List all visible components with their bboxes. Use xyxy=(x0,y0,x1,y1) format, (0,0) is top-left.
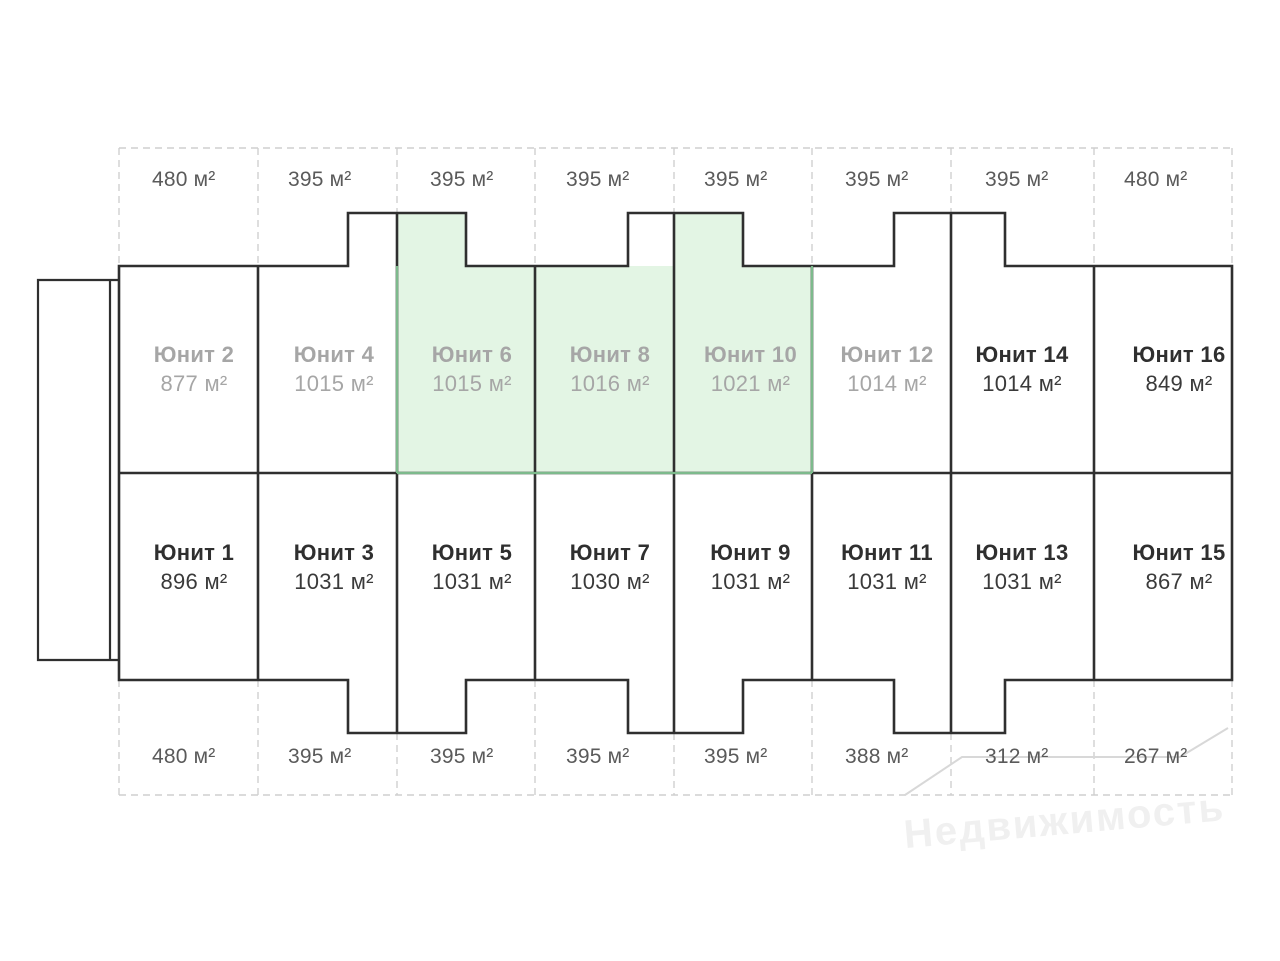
plot-area-top-2: 395 м² xyxy=(288,168,352,191)
plot-area-bottom-6: 388 м² xyxy=(845,745,909,768)
unit-label: Юнит 2 xyxy=(153,342,235,367)
unit-area: 1015 м² xyxy=(294,371,374,397)
unit-area: 1030 м² xyxy=(570,569,650,595)
unit-area: 896 м² xyxy=(160,569,228,595)
unit-cell-юнит-11[interactable] xyxy=(812,538,962,596)
plot-area-top-6: 395 м² xyxy=(845,168,909,191)
unit-label: Юнит 4 xyxy=(293,342,375,367)
unit-area: 1014 м² xyxy=(847,371,927,397)
unit-label: Юнит 3 xyxy=(293,540,375,565)
unit-area: 1015 м² xyxy=(432,371,512,397)
plot-area-bottom-4: 395 м² xyxy=(566,745,630,768)
unit-cell-юнит-12[interactable] xyxy=(812,340,962,398)
plot-area-top-5: 395 м² xyxy=(704,168,768,191)
plot-area-bottom-7: 312 м² xyxy=(985,745,1049,768)
unit-cell-юнит-9[interactable] xyxy=(673,538,828,596)
plot-area-bottom-5: 395 м² xyxy=(704,745,768,768)
unit-label: Юнит 15 xyxy=(1132,540,1226,565)
unit-label: Юнит 6 xyxy=(431,342,513,367)
unit-cell-юнит-7[interactable] xyxy=(535,538,685,596)
unit-cell-юнит-15[interactable] xyxy=(1104,538,1254,596)
unit-cell-юнит-5[interactable] xyxy=(397,538,547,596)
unit-area: 867 м² xyxy=(1145,569,1213,595)
adjacent-building-left xyxy=(38,280,119,660)
plot-area-top-7: 395 м² xyxy=(985,168,1049,191)
unit-label: Юнит 5 xyxy=(431,540,513,565)
unit-area: 1031 м² xyxy=(847,569,927,595)
unit-label: Юнит 16 xyxy=(1132,342,1226,367)
watermark: Недвижимость xyxy=(902,785,1227,858)
unit-area: 877 м² xyxy=(160,371,228,397)
unit-cell-юнит-13[interactable] xyxy=(947,538,1097,596)
unit-label: Юнит 8 xyxy=(569,342,651,367)
plot-area-bottom-2: 395 м² xyxy=(288,745,352,768)
plot-area-bottom-3: 395 м² xyxy=(430,745,494,768)
unit-area: 1014 м² xyxy=(982,371,1062,397)
unit-label: Юнит 9 xyxy=(710,540,791,565)
unit-area: 1031 м² xyxy=(710,569,791,595)
plot-area-top-1: 480 м² xyxy=(152,168,216,191)
plot-area-top-8: 480 м² xyxy=(1124,168,1188,191)
plot-area-bottom-1: 480 м² xyxy=(152,745,216,768)
plot-area-bottom-8: 267 м² xyxy=(1124,745,1188,768)
boundary-line-bottom-right xyxy=(905,728,1228,795)
unit-area: 849 м² xyxy=(1145,371,1213,397)
unit-cell-юнит-14[interactable] xyxy=(947,340,1097,398)
plot-area-top-4: 395 м² xyxy=(566,168,630,191)
unit-cell-юнит-4[interactable] xyxy=(259,340,409,398)
unit-cell-юнит-2[interactable] xyxy=(119,340,269,398)
unit-cell-юнит-10[interactable] xyxy=(673,340,828,398)
unit-label: Юнит 12 xyxy=(840,342,934,367)
plot-grid-bottom xyxy=(119,680,1232,795)
unit-cell-юнит-16[interactable] xyxy=(1104,340,1254,398)
unit-area: 1031 м² xyxy=(982,569,1062,595)
unit-label: Юнит 1 xyxy=(153,540,235,565)
unit-label: Юнит 11 xyxy=(841,540,933,565)
unit-label: Юнит 13 xyxy=(975,540,1069,565)
unit-cell-юнит-1[interactable] xyxy=(119,538,269,596)
unit-label: Юнит 10 xyxy=(704,342,797,367)
unit-cell-юнит-8[interactable] xyxy=(535,340,685,398)
unit-label: Юнит 14 xyxy=(975,342,1069,367)
unit-area: 1031 м² xyxy=(294,569,374,595)
plot-area-top-3: 395 м² xyxy=(430,168,494,191)
unit-area: 1016 м² xyxy=(570,371,650,397)
unit-label: Юнит 7 xyxy=(569,540,651,565)
unit-area: 1021 м² xyxy=(710,371,791,397)
unit-area: 1031 м² xyxy=(432,569,512,595)
unit-cell-юнит-3[interactable] xyxy=(259,538,409,596)
unit-cell-юнит-6[interactable] xyxy=(397,340,547,398)
